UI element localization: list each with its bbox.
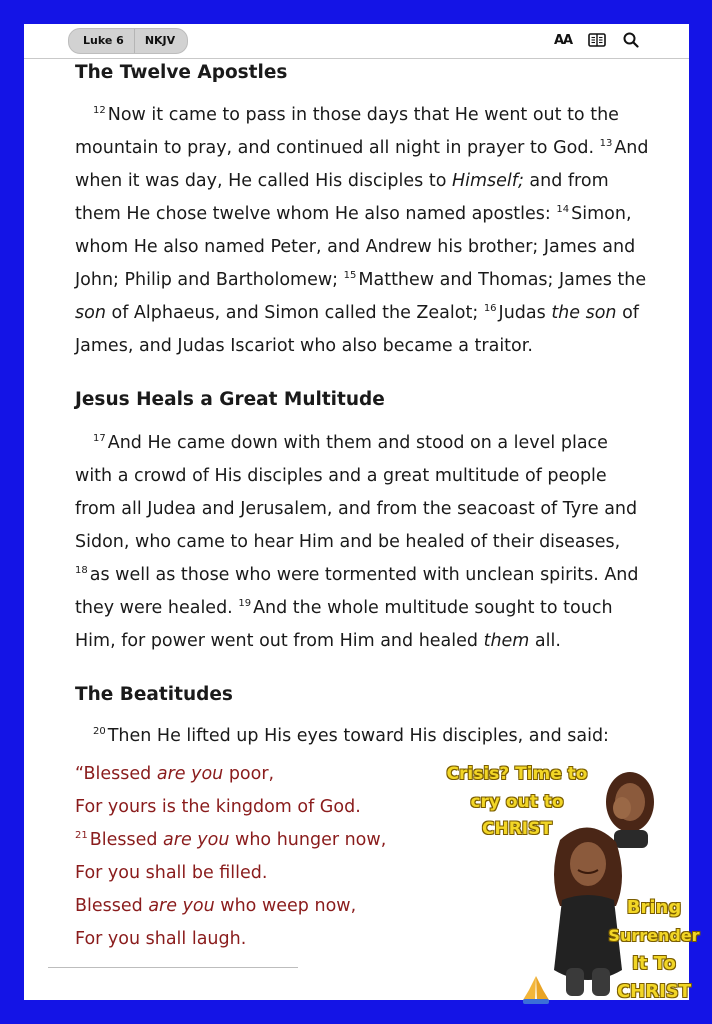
verse-text: Matthew and Thomas; James the — [358, 270, 647, 290]
verse-number: 16 — [483, 303, 497, 315]
sticker-text-3: CHRIST — [482, 819, 552, 839]
verse-text: and from them He chose twelve whom He also named apostles: — [75, 171, 609, 224]
verse-text: And when it was day, He called His disciples to — [75, 138, 649, 191]
sticker-text-7: CHRIST — [616, 981, 692, 1002]
text-size-icon[interactable] — [553, 30, 573, 50]
section-heading: Jesus Heals a Great Multitude — [75, 389, 385, 410]
verse-text: Now it came to pass in those days that He went out to the mountain to pray, and continued all night in prayer to God. — [75, 105, 619, 158]
verse-number: 20 — [93, 726, 106, 738]
poetry-line: For you shall laugh. — [75, 929, 247, 949]
toolbar-actions — [553, 30, 641, 50]
passage-selector[interactable] — [68, 28, 188, 54]
verse-number: 12 — [93, 105, 106, 117]
verse-text: Judas — [498, 303, 552, 323]
sticker-text-5: Surrender — [608, 926, 700, 945]
poetry-italic: are you — [156, 764, 224, 784]
poetry-text: “Blessed — [75, 764, 157, 784]
poetry-text: Blessed — [89, 830, 164, 850]
book-chapter-button[interactable]: Luke 6 — [83, 34, 124, 47]
verse-text: Simon, whom He also named Peter, and Andrew his brother; James and John; Philip and Bartholomew; — [75, 204, 636, 290]
sticker-text-2: cry out to — [470, 792, 564, 812]
verse-number: 14 — [556, 204, 570, 216]
verse-text: of James, and Judas Iscariot who also became a traitor. — [75, 303, 639, 356]
poetry-line: For yours is the kingdom of God. — [75, 797, 361, 817]
search-icon[interactable] — [621, 30, 641, 50]
poetry-line: For you shall be filled. — [75, 863, 268, 883]
poetry-text: who hunger now, — [229, 830, 387, 850]
verse-number: 19 — [238, 598, 252, 610]
verse-number: 13 — [599, 138, 613, 150]
version-button[interactable]: NKJV — [144, 34, 176, 47]
verse-text: Then He lifted up His eyes toward His disciples, and said: — [107, 726, 609, 746]
verse-text: And the whole multitude sought to touch Him, for power went out from Him and healed — [75, 598, 613, 651]
verse-text: all. — [529, 631, 561, 651]
praying-hands-icon — [519, 974, 553, 1004]
verse-italic: them — [483, 631, 530, 651]
reader-page — [24, 24, 700, 1002]
sticker-text-6: It To — [632, 953, 676, 974]
poetry-italic: are you — [163, 830, 230, 850]
verse-number: 21 — [75, 830, 88, 842]
verse-number: 15 — [343, 270, 357, 282]
verse-italic: the son — [551, 303, 617, 323]
verse-text: And He came down with them and stood on a level place with a crowd of His disciples and a great multitude of people from all Judea and Jerusalem, and from the seacoast of Tyre and Sidon, who came to hear Him and be healed of their diseases, — [75, 433, 638, 552]
text-size-label: AA — [553, 32, 573, 48]
prayer-sticker — [440, 760, 700, 1015]
poetry-text: poor, — [223, 764, 275, 784]
verse-number: 18 — [75, 565, 88, 577]
verse-number: 17 — [93, 433, 106, 445]
verse-text: as well as those who were tormented with unclean spirits. And they were healed. — [75, 565, 639, 618]
sticker-text-4: Bring — [626, 897, 682, 918]
poetry-text: who weep now, — [214, 896, 357, 916]
verse-italic: Himself; — [451, 171, 524, 191]
footer-divider — [48, 967, 298, 968]
section-heading: The Beatitudes — [75, 684, 233, 705]
book-icon[interactable] — [587, 30, 607, 50]
reader-toolbar — [24, 24, 689, 59]
verse-italic: son — [75, 303, 106, 323]
poetry-text: Blessed — [75, 896, 149, 916]
sticker-text-1: Crisis? Time to — [446, 764, 588, 784]
section-heading: The Twelve Apostles — [75, 62, 288, 83]
verse-text: of Alphaeus, and Simon called the Zealot; — [105, 303, 479, 323]
paragraph — [75, 427, 650, 658]
poetry-italic: are you — [148, 896, 215, 916]
paragraph — [75, 99, 650, 363]
paragraph — [75, 720, 650, 753]
